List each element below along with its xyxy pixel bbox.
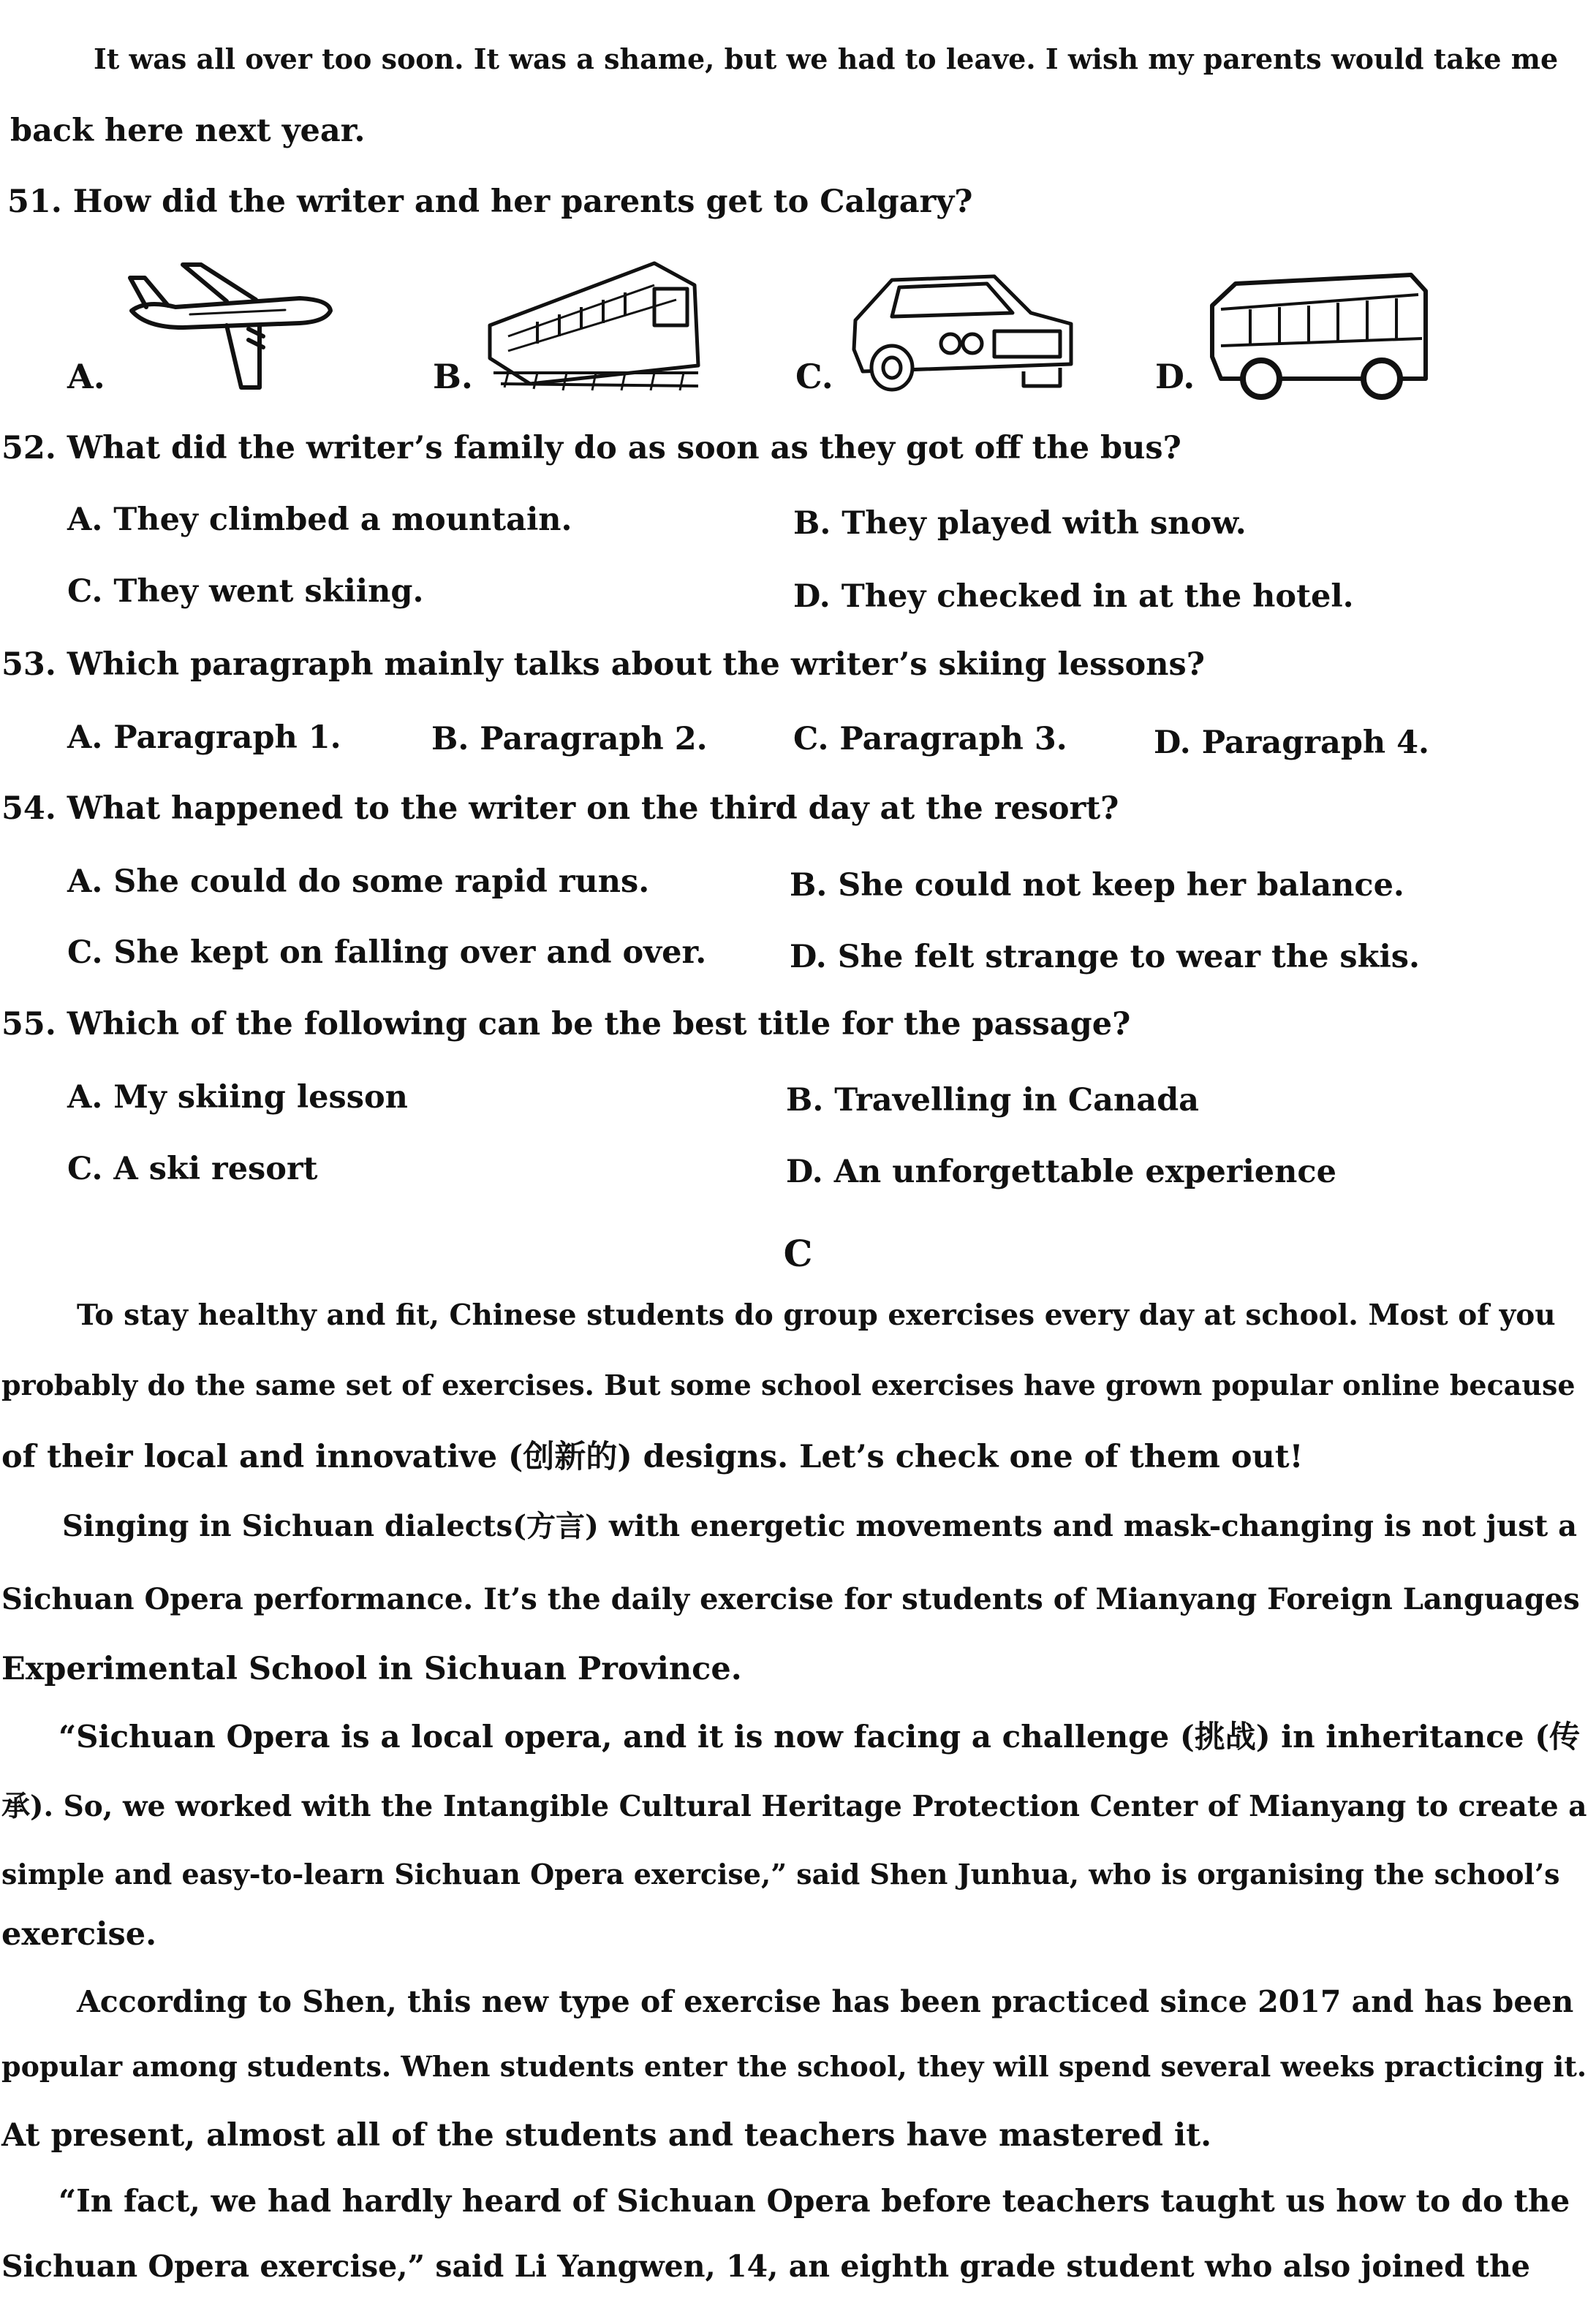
question-text: What happened to the writer on the third day at the resort?: [67, 790, 1119, 827]
question-52: [1, 430, 1181, 466]
option-c[interactable]: C. A ski resort: [67, 1151, 318, 1187]
bus-icon: [1206, 269, 1433, 401]
option-label: D.: [1155, 357, 1195, 396]
question-51: [7, 183, 973, 220]
passage-line: of their local and innovative (创新的) designs. Let’s check one of them out!: [1, 1439, 1304, 1475]
question-number: 55.: [1, 1006, 56, 1043]
option-c[interactable]: C. They went skiing.: [67, 573, 424, 610]
question-number: 51.: [7, 183, 62, 220]
car-icon: [848, 269, 1078, 393]
passage-line: Experimental School in Sichuan Province.: [1, 1651, 742, 1687]
option-a[interactable]: A. My skiing lesson: [67, 1079, 408, 1116]
passage-line: popular among students. When students enter the school, they will spend several weeks practicing it.: [1, 2050, 1587, 2083]
passage-line: Sichuan Opera exercise,” said Li Yangwen, 14, an eighth grade student who also joined the: [1, 2249, 1530, 2284]
question-text: How did the writer and her parents get to Calgary?: [72, 183, 973, 220]
question-text: Which of the following can be the best title for the passage?: [67, 1006, 1131, 1043]
option-d[interactable]: D. Paragraph 4.: [1154, 724, 1430, 761]
passage-line: According to Shen, this new type of exercise has been practiced since 2017 and has been: [77, 1984, 1574, 2019]
passage-line: Singing in Sichuan dialects(方言) with energetic movements and mask-changing is not just a: [62, 1509, 1578, 1543]
option-c[interactable]: C. Paragraph 3.: [793, 721, 1067, 757]
option-a[interactable]: A. Paragraph 1.: [67, 719, 341, 756]
passage-line: At present, almost all of the students and teachers have mastered it.: [1, 2117, 1212, 2154]
question-55: [1, 1006, 1131, 1043]
passage-line: “In fact, we had hardly heard of Sichuan Opera before teachers taught us how to do the: [58, 2183, 1570, 2219]
passage-line: simple and easy-to-learn Sichuan Opera exercise,” said Shen Junhua, who is organising the school’s: [1, 1858, 1560, 1891]
passage-line: “Sichuan Opera is a local opera, and it is now facing a challenge (挑战) in inheritance (传: [58, 1719, 1581, 1755]
question-text: What did the writer’s family do as soon as they got off the bus?: [67, 430, 1181, 466]
passage-line: exercise.: [1, 1916, 157, 1953]
option-label: B.: [433, 357, 473, 396]
passage-line: Sichuan Opera performance. It’s the daily exercise for students of Mianyang Foreign Languages: [1, 1582, 1580, 1616]
passage-line: probably do the same set of exercises. But some school exercises have grown popular online because: [1, 1369, 1576, 1401]
option-d[interactable]: D. They checked in at the hotel.: [793, 578, 1354, 615]
passage-line: 承). So, we worked with the Intangible Cultural Heritage Protection Center of Mianyang to create a: [1, 1790, 1587, 1823]
airplane-icon: [117, 256, 336, 395]
option-a[interactable]: A. She could do some rapid runs.: [67, 863, 650, 900]
train-icon: [486, 256, 706, 395]
intro-line-1: It was all over too soon. It was a shame, but we had to leave. I wish my parents would take me: [94, 42, 1559, 75]
option-label: C.: [795, 357, 833, 396]
option-b[interactable]: B. Paragraph 2.: [431, 721, 708, 757]
intro-line-2: back here next year.: [10, 113, 366, 149]
section-heading: C: [783, 1232, 813, 1275]
option-d[interactable]: D. She felt strange to wear the skis.: [790, 939, 1420, 975]
option-b[interactable]: B. They played with snow.: [793, 505, 1247, 542]
option-label: A.: [67, 357, 105, 396]
option-b[interactable]: B. Travelling in Canada: [786, 1082, 1200, 1119]
question-54: [1, 790, 1119, 827]
option-b[interactable]: B. She could not keep her balance.: [790, 867, 1404, 904]
option-a[interactable]: A. They climbed a mountain.: [67, 502, 572, 538]
question-text: Which paragraph mainly talks about the writer’s skiing lessons?: [67, 646, 1205, 683]
question-number: 53.: [1, 646, 56, 683]
question-53: [1, 646, 1205, 683]
question-number: 54.: [1, 790, 56, 827]
question-number: 52.: [1, 430, 56, 466]
option-d[interactable]: D. An unforgettable experience: [786, 1154, 1336, 1190]
passage-line: To stay healthy and fit, Chinese students do group exercises every day at school. Most of you: [77, 1298, 1556, 1332]
option-c[interactable]: C. She kept on falling over and over.: [67, 934, 707, 971]
